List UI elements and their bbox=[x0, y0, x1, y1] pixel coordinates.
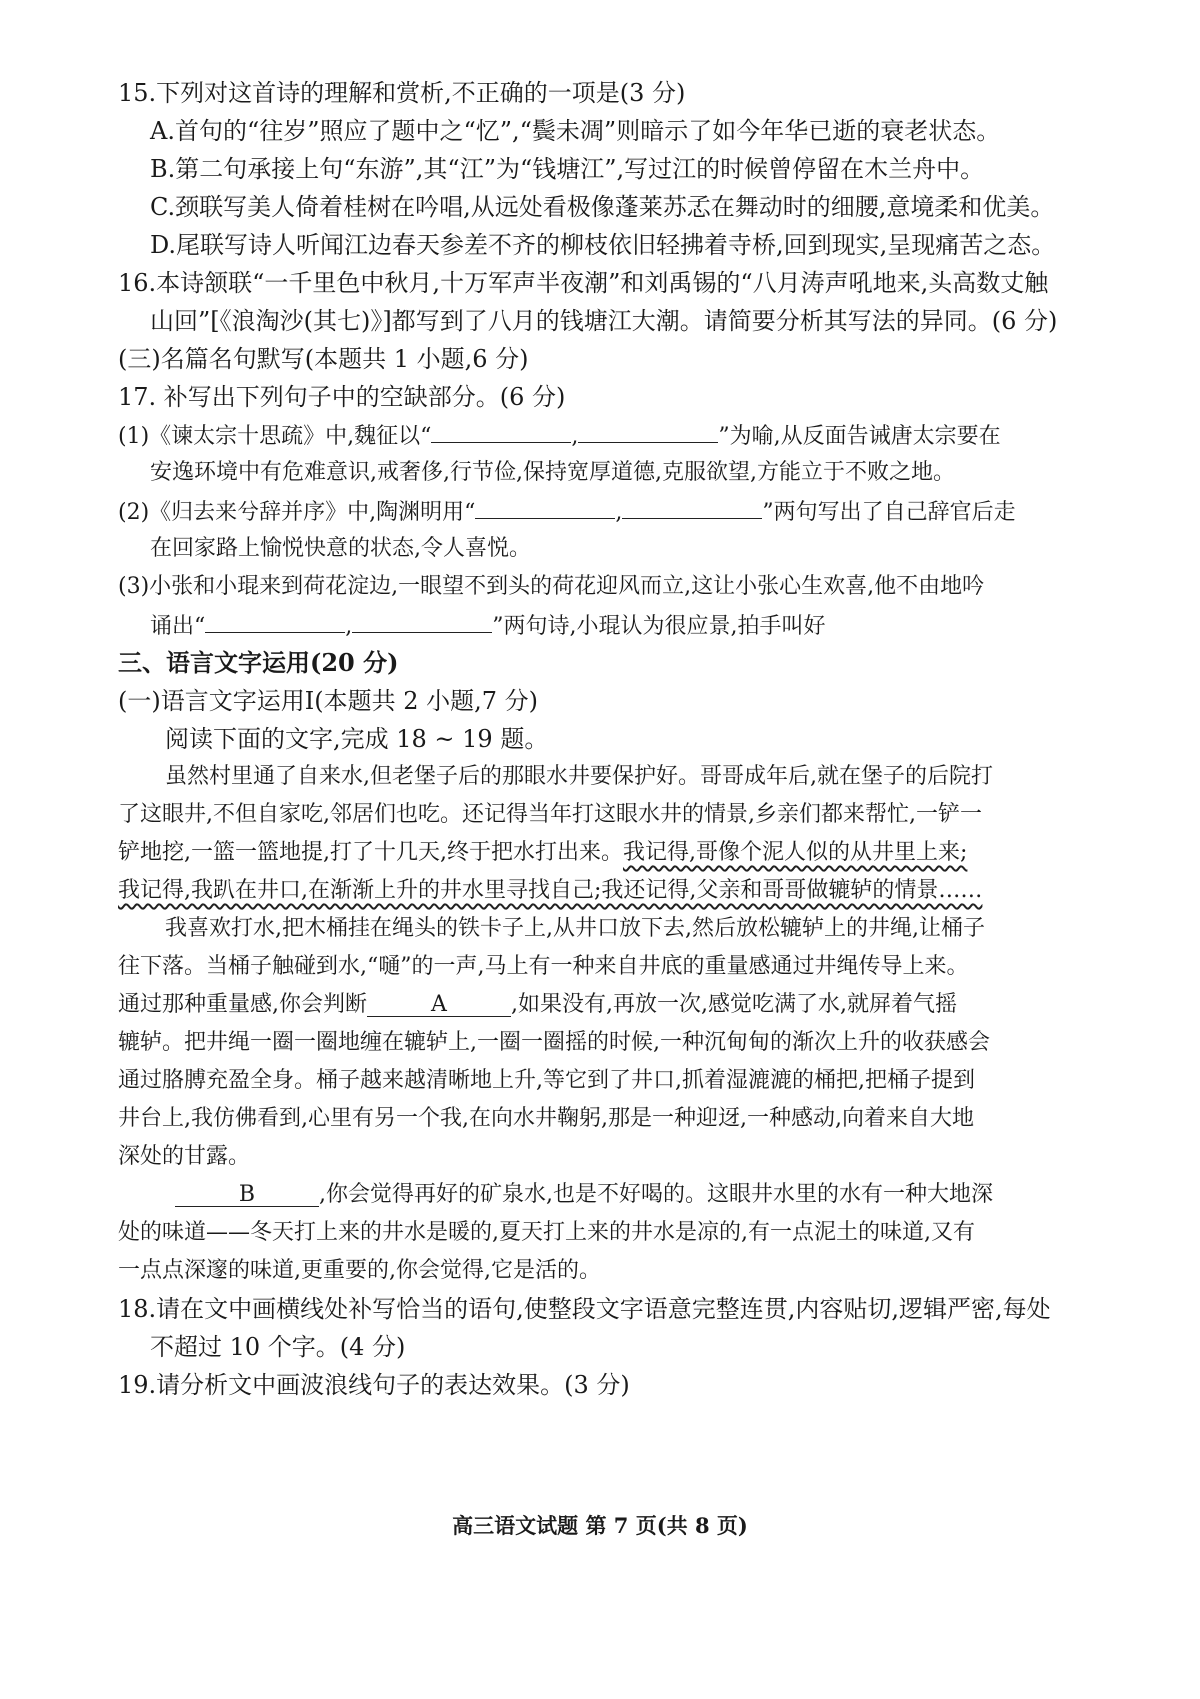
q17-part3-line2 bbox=[150, 610, 826, 642]
passage-p2-line3-suffix: ,如果没有,再放一次,感觉吃满了水,就屏着气摇 bbox=[511, 992, 957, 1017]
section3-heading: (三)名篇名句默写(本题共 1 小题,6 分) bbox=[118, 345, 529, 373]
q19-stem: 19.请分析文中画波浪线句子的表达效果。(3 分) bbox=[118, 1371, 630, 1399]
reading-instruction: 阅读下面的文字,完成 18 ~ 19 题。 bbox=[165, 725, 549, 753]
q18-line1: 18.请在文中画横线处补写恰当的语句,使整段文字语意完整连贯,内容贴切,逻辑严密,每处 bbox=[118, 1295, 1051, 1323]
q17-part3-suffix: ”两句诗,小琨认为很应景,拍手叫好 bbox=[492, 614, 826, 639]
passage-p1-line3 bbox=[118, 838, 967, 868]
q15-option-a: A.首句的“往岁”照应了题中之“忆”,“鬓未凋”则暗示了如今年华已逝的衰老状态。 bbox=[150, 117, 1001, 145]
answer-blank[interactable] bbox=[205, 610, 345, 633]
q17-part2-separator: , bbox=[615, 500, 623, 525]
passage-p2-line5: 通过胳膊充盈全身。桶子越来越清晰地上升,等它到了井口,抓着湿漉漉的桶把,把桶子提到 bbox=[118, 1068, 975, 1093]
passage-p2-line1: 我喜欢打水,把木桶挂在绳头的铁卡子上,从井口放下去,然后放松辘轳上的井绳,让桶子 bbox=[165, 916, 985, 941]
q17-part3-prefix: 诵出“ bbox=[150, 614, 206, 639]
q16-line2: 山回”[《浪淘沙(其七)》]都写到了八月的钱塘江大潮。请简要分析其写法的异同。(6 分) bbox=[150, 307, 1058, 335]
passage-p2-line4: 辘轳。把井绳一圈一圈地缠在辘轳上,一圈一圈摇的时候,一种沉甸甸的渐次上升的收获感会 bbox=[118, 1030, 990, 1055]
q18-line2: 不超过 10 个字。(4 分) bbox=[150, 1333, 406, 1361]
blank-b[interactable]: B bbox=[175, 1184, 319, 1207]
answer-blank[interactable] bbox=[475, 496, 615, 519]
passage-p2-line3 bbox=[118, 990, 957, 1020]
sub1-heading: (一)语言文字运用Ⅰ(本题共 2 小题,7 分) bbox=[118, 687, 538, 715]
q17-part1 bbox=[118, 420, 1001, 452]
q17-part2-suffix: ”两句写出了自己辞官后走 bbox=[762, 500, 1016, 525]
passage-p1-line1: 虽然村里通了自来水,但老堡子后的那眼水井要保护好。哥哥成年后,就在堡子的后院打 bbox=[165, 764, 993, 789]
q15-option-b: B.第二句承接上句“东游”,其“江”为“钱塘江”,写过江的时候曾停留在木兰舟中。 bbox=[150, 155, 985, 183]
page-footer: 高三语文试题 第 7 页(共 8 页) bbox=[452, 1513, 748, 1538]
passage-p2-line2: 往下落。当桶子触碰到水,“嗵”的一声,马上有一种来自井底的重量感通过井绳传导上来。 bbox=[118, 954, 969, 979]
wavy-underlined-sentence: 我记得,我趴在井口,在渐渐上升的井水里寻找自己;我还记得,父亲和哥哥做辘轳的情景…… bbox=[118, 878, 983, 903]
passage-p3-line2: 处的味道——冬天打上来的井水是暖的,夏天打上来的井水是凉的,有一点泥土的味道,又有 bbox=[118, 1220, 975, 1245]
q17-part1-prefix: (1)《谏太宗十思疏》中,魏征以“ bbox=[118, 424, 432, 449]
q17-part1-continuation: 安逸环境中有危难意识,戒奢侈,行节俭,保持宽厚道德,克服欲望,方能立于不败之地。 bbox=[150, 460, 955, 485]
wavy-underlined-sentence: 我记得,哥像个泥人似的从井里上来; bbox=[622, 840, 968, 865]
passage-p2-line6: 井台上,我仿佛看到,心里有另一个我,在向水井鞠躬,那是一种迎迓,一种感动,向着来自大地 bbox=[118, 1106, 974, 1131]
answer-blank[interactable] bbox=[352, 610, 492, 633]
answer-blank[interactable] bbox=[578, 420, 718, 443]
q16-line1: 16.本诗颔联“一千里色中秋月,十万军声半夜潮”和刘禹锡的“八月涛声吼地来,头高数丈触 bbox=[118, 269, 1049, 297]
q15-option-d: D.尾联写诗人听闻江边春天参差不齐的柳枝依旧轻拂着寺桥,回到现实,呈现痛苦之态。 bbox=[150, 231, 1056, 259]
passage-p1-line3-plain: 铲地挖,一篮一篮地提,打了十几天,终于把水打出来。 bbox=[118, 840, 623, 865]
q17-part2 bbox=[118, 496, 1016, 528]
q17-part2-continuation: 在回家路上愉悦快意的状态,令人喜悦。 bbox=[150, 536, 531, 561]
q17-part3-line1: (3)小张和小琨来到荷花淀边,一眼望不到头的荷花迎风而立,这让小张心生欢喜,他不由地吟 bbox=[118, 574, 985, 599]
passage-p1-line4 bbox=[118, 876, 982, 906]
q17-part3-separator: , bbox=[345, 614, 353, 639]
passage-p2-line7: 深处的甘露。 bbox=[118, 1144, 251, 1169]
passage-p3-line1 bbox=[175, 1180, 993, 1210]
passage-p3-line3: 一点点深邃的味道,更重要的,你会觉得,它是活的。 bbox=[118, 1258, 601, 1283]
q17-part2-prefix: (2)《归去来兮辞并序》中,陶渊明用“ bbox=[118, 500, 476, 525]
part3-heading: 三、语言文字运用(20 分) bbox=[118, 648, 399, 677]
passage-p3-line1-suffix: ,你会觉得再好的矿泉水,也是不好喝的。这眼井水里的水有一种大地深 bbox=[319, 1182, 993, 1207]
q15-stem: 15.下列对这首诗的理解和赏析,不正确的一项是(3 分) bbox=[118, 79, 686, 107]
answer-blank[interactable] bbox=[431, 420, 571, 443]
q17-stem: 17. 补写出下列句子中的空缺部分。(6 分) bbox=[118, 383, 566, 411]
q17-part1-suffix: ”为喻,从反面告诫唐太宗要在 bbox=[718, 424, 1001, 449]
q17-part1-separator: , bbox=[571, 424, 579, 449]
answer-blank[interactable] bbox=[622, 496, 762, 519]
passage-p1-line2: 了这眼井,不但自家吃,邻居们也吃。还记得当年打这眼水井的情景,乡亲们都来帮忙,一铲一 bbox=[118, 802, 982, 827]
q15-option-c: C.颈联写美人倚着桂树在吟唱,从远处看极像蓬莱苏孞在舞动时的细腰,意境柔和优美。 bbox=[150, 193, 1055, 221]
passage-p2-line3-prefix: 通过那种重量感,你会判断 bbox=[118, 992, 367, 1017]
blank-a[interactable]: A bbox=[367, 994, 511, 1017]
